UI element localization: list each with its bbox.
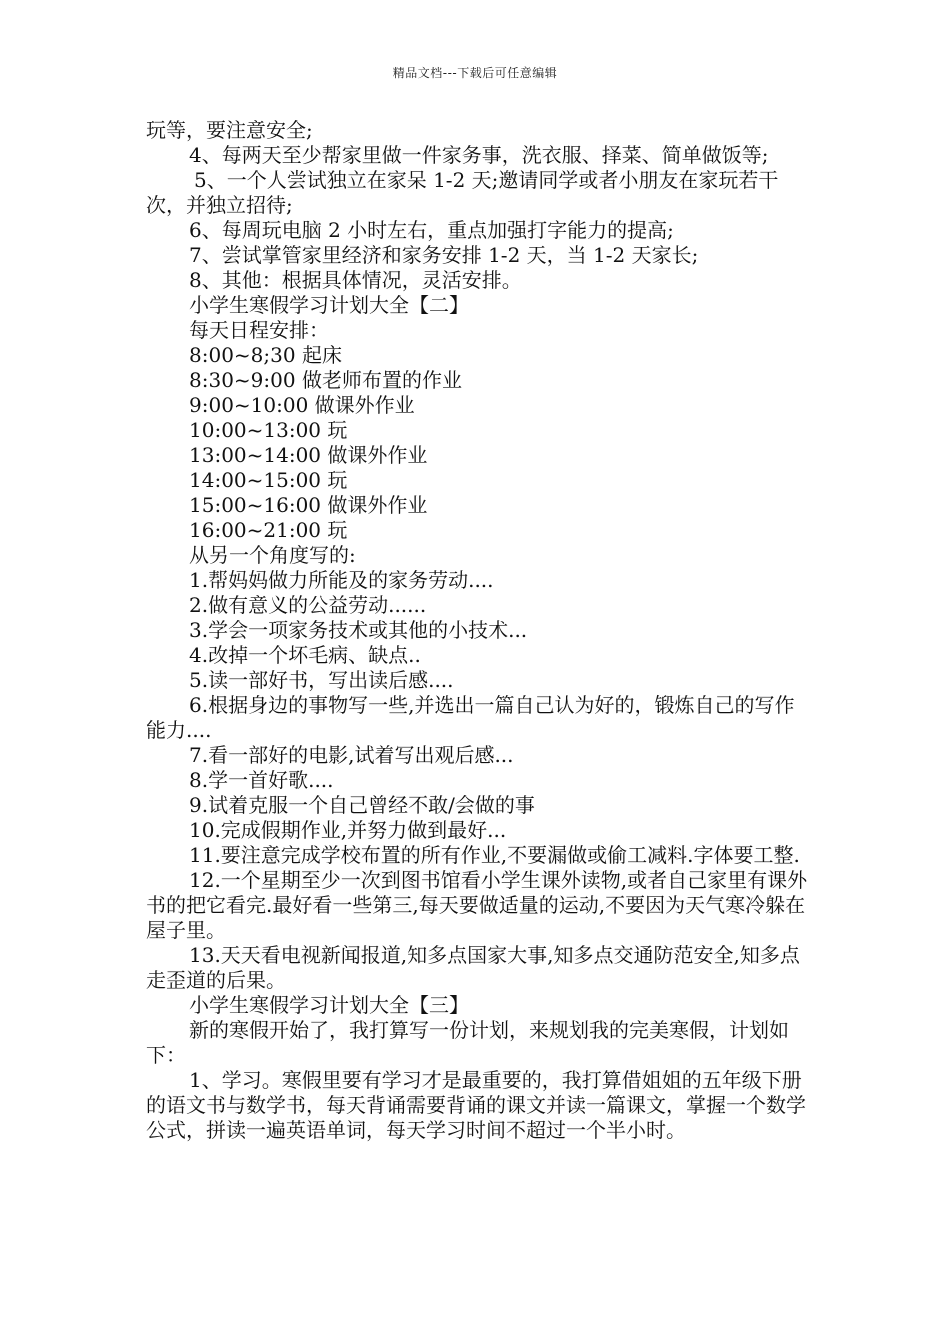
- paragraph: 新的寒假开始了，我打算写一份计划，来规划我的完美寒假，计划如下：: [146, 1018, 789, 1067]
- paragraph: 7、尝试掌管家里经济和家务安排 1-2 天，当 1-2 天家长;: [189, 243, 699, 267]
- list-item: 7.看一部好的电影,试着写出观后感...: [189, 743, 514, 767]
- list-item: 13.天天看电视新闻报道,知多点国家大事,知多点交通防范安全,知多点走歪道的后果。: [146, 943, 800, 992]
- list-item: 3.学会一项家务技术或其他的小技术...: [189, 618, 528, 642]
- schedule-item: 16:00~21:00 玩: [189, 518, 348, 542]
- list-item: 12.一个星期至少一次到图书馆看小学生课外读物,或者自己家里有课外书的把它看完.最好看一些第三,每天要做适量的运动,不要因为天气寒冷躲在屋子里。: [146, 868, 808, 942]
- list-item: 1.帮妈妈做力所能及的家务劳动....: [189, 568, 494, 592]
- schedule-item: 14:00~15:00 玩: [189, 468, 348, 492]
- schedule-item: 8:00~8;30 起床: [189, 343, 342, 367]
- schedule-item: 8:30~9:00 做老师布置的作业: [189, 368, 462, 392]
- paragraph: 6、每周玩电脑 2 小时左右，重点加强打字能力的提高;: [189, 218, 674, 242]
- paragraph: 从另一个角度写的:: [189, 543, 356, 567]
- list-item: 2.做有意义的公益劳动......: [189, 593, 427, 617]
- paragraph: 每天日程安排：: [189, 318, 329, 342]
- section-heading: 小学生寒假学习计划大全【二】: [189, 293, 469, 317]
- section-heading: 小学生寒假学习计划大全【三】: [189, 993, 469, 1017]
- page-header: 精品文档---下载后可任意编辑: [392, 66, 558, 80]
- list-item: 8.学一首好歌....: [189, 768, 334, 792]
- schedule-item: 10:00~13:00 玩: [189, 418, 348, 442]
- document-body: [146, 118, 808, 1143]
- paragraph: 4、每两天至少帮家里做一件家务事，洗衣服、择菜、简单做饭等;: [189, 143, 769, 167]
- schedule-item: 9:00~10:00 做课外作业: [189, 393, 415, 417]
- list-item: 5.读一部好书，写出读后感....: [189, 668, 454, 692]
- schedule-item: 15:00~16:00 做课外作业: [189, 493, 428, 517]
- list-item: 9.试着克服一个自己曾经不敢/会做的事: [189, 793, 535, 817]
- schedule-item: 13:00~14:00 做课外作业: [189, 443, 428, 467]
- paragraph: 8、其他：根据具体情况，灵活安排。: [189, 268, 522, 292]
- list-item: 10.完成假期作业,并努力做到最好...: [189, 818, 507, 842]
- list-item: 6.根据身边的事物写一些,并选出一篇自己认为好的，锻炼自己的写作能力....: [146, 693, 795, 742]
- paragraph: 5、一个人尝试独立在家呆 1-2 天;邀请同学或者小朋友在家玩若干次，并独立招待;: [146, 168, 779, 217]
- list-item: 4.改掉一个坏毛病、缺点..: [189, 643, 421, 667]
- paragraph: 1、学习。寒假里要有学习才是最重要的，我打算借姐姐的五年级下册的语文书与数学书，每天背诵需要背诵的课文并读一篇课文，掌握一个数学公式，拼读一遍英语单词，每天学习时间不超过一个半小时。: [146, 1068, 806, 1142]
- list-item: 11.要注意完成学校布置的所有作业,不要漏做或偷工减料.字体要工整.: [189, 843, 800, 867]
- paragraph: 玩等，要注意安全;: [146, 118, 313, 142]
